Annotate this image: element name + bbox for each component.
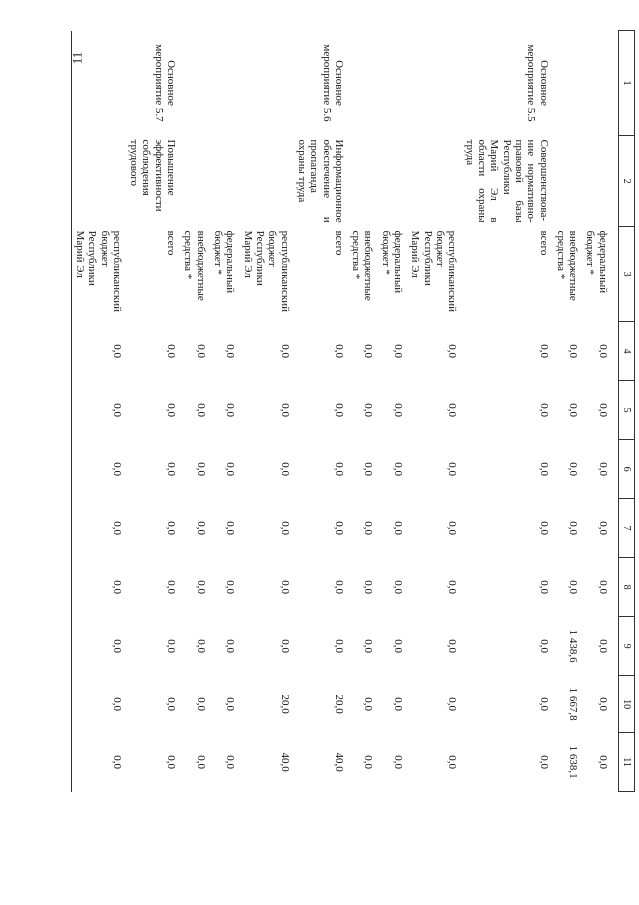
value-cell: 0,0: [392, 580, 405, 594]
funding-source-cell: федеральный бюджет *: [584, 230, 609, 294]
value-cell: 0,0: [362, 755, 375, 769]
value-cell: 0,0: [110, 697, 123, 711]
value-cell: 0,0: [194, 697, 207, 711]
funding-source-cell: внебюджетные средства *: [182, 230, 207, 301]
value-cell: 0,0: [537, 639, 550, 653]
value-cell: 1 638,1: [567, 745, 580, 779]
value-cell: 0,0: [537, 521, 550, 535]
value-cell: 0,0: [596, 462, 609, 476]
value-cell: 0,0: [567, 344, 580, 358]
value-cell: 0,0: [362, 403, 375, 417]
activity-name-cell: [71, 136, 126, 227]
activity-code-cell: [180, 31, 210, 136]
column-header: 3: [618, 227, 634, 322]
value-cell: 0,0: [392, 697, 405, 711]
value-cell: 0,0: [567, 403, 580, 417]
column-header: 8: [618, 558, 634, 617]
table-row: [348, 31, 378, 792]
value-cell: 0,0: [596, 521, 609, 535]
activity-code-cell: [407, 31, 461, 136]
value-cell: 0,0: [446, 344, 459, 358]
activity-code-cell: Основное мероприятие 5.7: [152, 44, 178, 122]
table-row: [239, 31, 293, 792]
value-cell: 0,0: [278, 344, 291, 358]
value-cell: 0,0: [224, 521, 237, 535]
value-cell: 0,0: [596, 755, 609, 769]
funding-source-cell: федеральный бюджет *: [379, 230, 405, 294]
table-row: [582, 31, 618, 792]
funding-source-cell: всего: [165, 230, 178, 256]
value-cell: 0,0: [224, 462, 237, 476]
table-row: [71, 31, 126, 792]
value-cell: 0,0: [446, 403, 459, 417]
value-cell: 0,0: [110, 344, 123, 358]
value-cell: 0,0: [165, 462, 178, 476]
value-cell: 0,0: [110, 403, 123, 417]
activity-name-cell: Совершенствова-ние нормативно-правовой базы Республики Марий Эл в области охраны труда: [463, 139, 550, 223]
funding-source-cell: всего: [537, 230, 550, 256]
funding-source-cell: республиканский бюджет Республики Марий Эл: [73, 230, 123, 313]
activity-name-cell: [210, 136, 240, 227]
value-cell: 0,0: [392, 639, 405, 653]
value-cell: 0,0: [224, 755, 237, 769]
page-number: 11: [69, 51, 85, 65]
table-row: [126, 31, 180, 792]
value-cell: 0,0: [110, 639, 123, 653]
activity-name-cell: [582, 136, 618, 227]
funding-source-cell: республиканский бюджет Республики Марий Эл: [241, 230, 291, 313]
value-cell: 0,0: [362, 697, 375, 711]
value-cell: 0,0: [278, 403, 291, 417]
value-cell: 0,0: [392, 521, 405, 535]
rotated-page: [1, 0, 639, 905]
activity-code-cell: [582, 31, 618, 136]
funding-source-cell: федеральный бюджет *: [212, 230, 237, 294]
column-header-row: [618, 31, 634, 792]
activity-name-cell: [378, 136, 408, 227]
value-cell: 0,0: [332, 580, 345, 594]
activity-code-cell: [553, 31, 583, 136]
activity-name-cell: [239, 136, 293, 227]
table-row: [294, 31, 348, 792]
value-cell: 0,0: [567, 580, 580, 594]
value-cell: 0,0: [165, 639, 178, 653]
column-header: 2: [618, 136, 634, 227]
value-cell: 0,0: [194, 403, 207, 417]
value-cell: 0,0: [537, 697, 550, 711]
value-cell: 0,0: [165, 755, 178, 769]
activity-name-cell: [407, 136, 461, 227]
table-row: [378, 31, 408, 792]
activity-name-cell: [180, 136, 210, 227]
value-cell: 0,0: [332, 521, 345, 535]
activity-code-cell: [71, 31, 126, 136]
funding-source-cell: всего: [332, 230, 345, 256]
value-cell: 0,0: [224, 344, 237, 358]
value-cell: 0,0: [278, 639, 291, 653]
value-cell: 0,0: [332, 639, 345, 653]
value-cell: 0,0: [165, 403, 178, 417]
value-cell: 0,0: [278, 580, 291, 594]
value-cell: 0,0: [362, 580, 375, 594]
value-cell: 0,0: [194, 462, 207, 476]
value-cell: 0,0: [537, 462, 550, 476]
value-cell: 0,0: [537, 755, 550, 769]
activity-name-cell: [348, 136, 378, 227]
value-cell: 0,0: [392, 344, 405, 358]
value-cell: 0,0: [110, 755, 123, 769]
column-header: 9: [618, 617, 634, 676]
activity-code-cell: [239, 31, 293, 136]
value-cell: 0,0: [596, 580, 609, 594]
value-cell: 0,0: [362, 462, 375, 476]
value-cell: 0,0: [194, 521, 207, 535]
value-cell: 0,0: [194, 755, 207, 769]
activity-code-cell: Основное мероприятие 5.5: [525, 44, 550, 122]
column-header: 11: [618, 733, 634, 792]
value-cell: 0,0: [446, 521, 459, 535]
value-cell: 0,0: [596, 344, 609, 358]
value-cell: 0,0: [446, 639, 459, 653]
activity-name-cell: Повышение эффективности соблюдения трудового: [128, 139, 178, 212]
value-cell: 0,0: [165, 344, 178, 358]
column-header: 10: [618, 676, 634, 733]
value-cell: 0,0: [194, 639, 207, 653]
table-row: [180, 31, 210, 792]
value-cell: 0,0: [567, 521, 580, 535]
activity-code-cell: [378, 31, 408, 136]
value-cell: 0,0: [278, 521, 291, 535]
activity-code-cell: [210, 31, 240, 136]
value-cell: 1 667,8: [567, 687, 580, 721]
column-header: 5: [618, 381, 634, 440]
table-row: [461, 31, 552, 792]
budget-table: [71, 30, 635, 792]
value-cell: 40,0: [332, 752, 345, 772]
value-cell: 0,0: [446, 462, 459, 476]
column-header: 1: [618, 31, 634, 136]
value-cell: 0,0: [332, 344, 345, 358]
funding-source-cell: внебюджетные средства *: [350, 230, 375, 301]
activity-name-cell: [553, 136, 583, 227]
value-cell: 0,0: [596, 639, 609, 653]
value-cell: 0,0: [537, 344, 550, 358]
table-row: [553, 31, 583, 792]
value-cell: 0,0: [567, 462, 580, 476]
value-cell: 0,0: [596, 697, 609, 711]
value-cell: 0,0: [224, 697, 237, 711]
funding-source-cell: внебюджетные средства *: [554, 230, 580, 301]
activity-code-cell: [348, 31, 378, 136]
value-cell: 0,0: [362, 639, 375, 653]
value-cell: 0,0: [332, 403, 345, 417]
value-cell: 0,0: [537, 403, 550, 417]
activity-code-cell: Основное мероприятие 5.6: [320, 44, 345, 122]
value-cell: 0,0: [596, 403, 609, 417]
value-cell: 0,0: [110, 462, 123, 476]
value-cell: 0,0: [194, 580, 207, 594]
value-cell: 0,0: [165, 580, 178, 594]
table-row: [407, 31, 461, 792]
value-cell: 0,0: [224, 639, 237, 653]
value-cell: 0,0: [446, 580, 459, 594]
value-cell: 0,0: [537, 580, 550, 594]
value-cell: 0,0: [446, 755, 459, 769]
value-cell: 0,0: [194, 344, 207, 358]
value-cell: 0,0: [224, 580, 237, 594]
column-header: 6: [618, 440, 634, 499]
value-cell: 0,0: [392, 755, 405, 769]
value-cell: 0,0: [165, 697, 178, 711]
activity-name-cell: Информационное обеспечение и пропаганда охраны труда: [295, 139, 345, 223]
table-body: [71, 31, 618, 792]
value-cell: 0,0: [224, 403, 237, 417]
value-cell: 0,0: [110, 580, 123, 594]
value-cell: 0,0: [392, 403, 405, 417]
value-cell: 0,0: [446, 697, 459, 711]
value-cell: 20,0: [278, 694, 291, 714]
value-cell: 1 438,6: [567, 629, 580, 663]
value-cell: 0,0: [332, 462, 345, 476]
value-cell: 20,0: [332, 694, 345, 714]
value-cell: 0,0: [165, 521, 178, 535]
table-row: [210, 31, 240, 792]
value-cell: 0,0: [362, 521, 375, 535]
funding-source-cell: республиканский бюджет Республики Марий Эл: [409, 230, 459, 313]
column-header: 7: [618, 499, 634, 558]
value-cell: 40,0: [278, 752, 291, 772]
value-cell: 0,0: [278, 462, 291, 476]
value-cell: 0,0: [392, 462, 405, 476]
value-cell: 0,0: [362, 344, 375, 358]
column-header: 4: [618, 322, 634, 381]
value-cell: 0,0: [110, 521, 123, 535]
